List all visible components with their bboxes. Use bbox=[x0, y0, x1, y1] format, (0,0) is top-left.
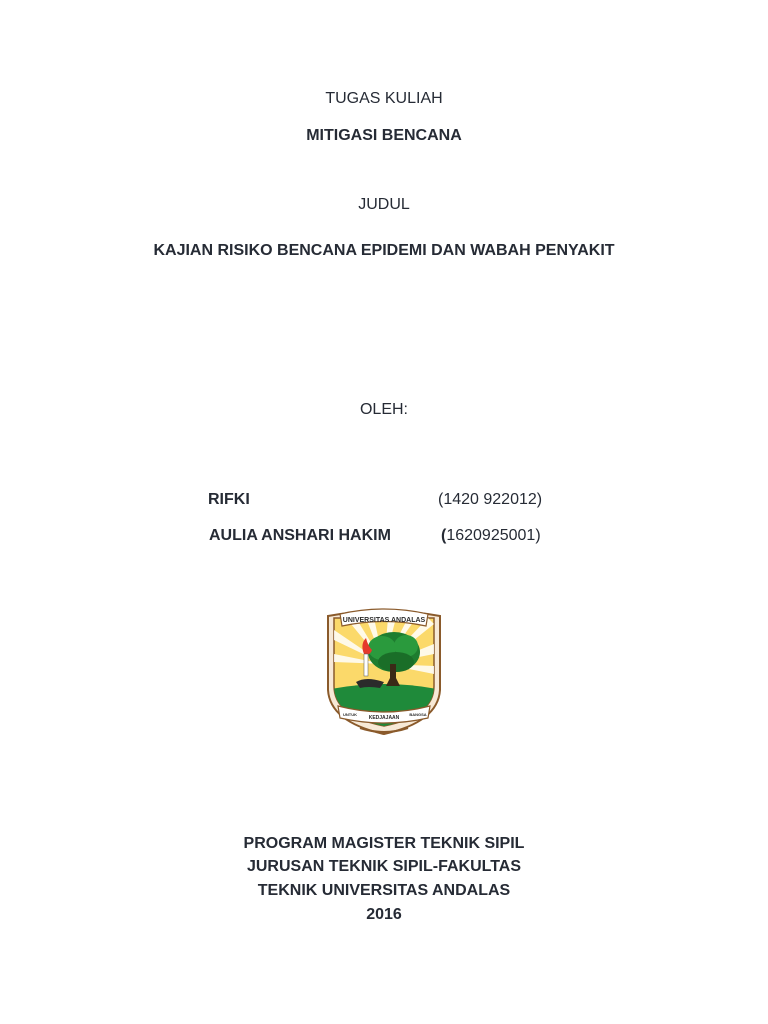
author-nim bbox=[441, 526, 541, 546]
footer-department: JURUSAN TEKNIK SIPIL-FAKULTAS bbox=[246, 858, 522, 875]
banner-text: UNIVERSITAS ANDALAS bbox=[342, 617, 426, 624]
nim-value: 1420 922012) bbox=[443, 491, 543, 508]
course-type: TUGAS KULIAH bbox=[325, 90, 443, 107]
title-label: JUDUL bbox=[358, 196, 410, 213]
nim-open-paren: ( bbox=[441, 527, 447, 544]
footer-program: PROGRAM MAGISTER TEKNIK SIPIL bbox=[243, 835, 525, 852]
footer-year: 2016 bbox=[366, 906, 402, 923]
authors-label: OLEH: bbox=[359, 401, 408, 418]
nim-value: 1620925001) bbox=[446, 527, 541, 544]
nim-open-paren: ( bbox=[438, 491, 444, 508]
author-name: AULIA ANSHARI HAKIM bbox=[209, 527, 391, 544]
author-name: RIFKI bbox=[208, 491, 250, 508]
course-name: MITIGASI BENCANA bbox=[306, 127, 462, 144]
author-nim bbox=[438, 490, 542, 510]
ribbon-text-right: BANGSA bbox=[409, 712, 427, 717]
footer-faculty: TEKNIK UNIVERSITAS ANDALAS bbox=[257, 882, 511, 899]
university-logo bbox=[326, 604, 442, 736]
ribbon-text-left: UNTUK bbox=[343, 712, 357, 717]
document-title: KAJIAN RISIKO BENCANA EPIDEMI DAN WABAH PENYAKIT bbox=[153, 242, 615, 259]
ribbon-text-center: KEDJAJAAN bbox=[368, 715, 400, 721]
